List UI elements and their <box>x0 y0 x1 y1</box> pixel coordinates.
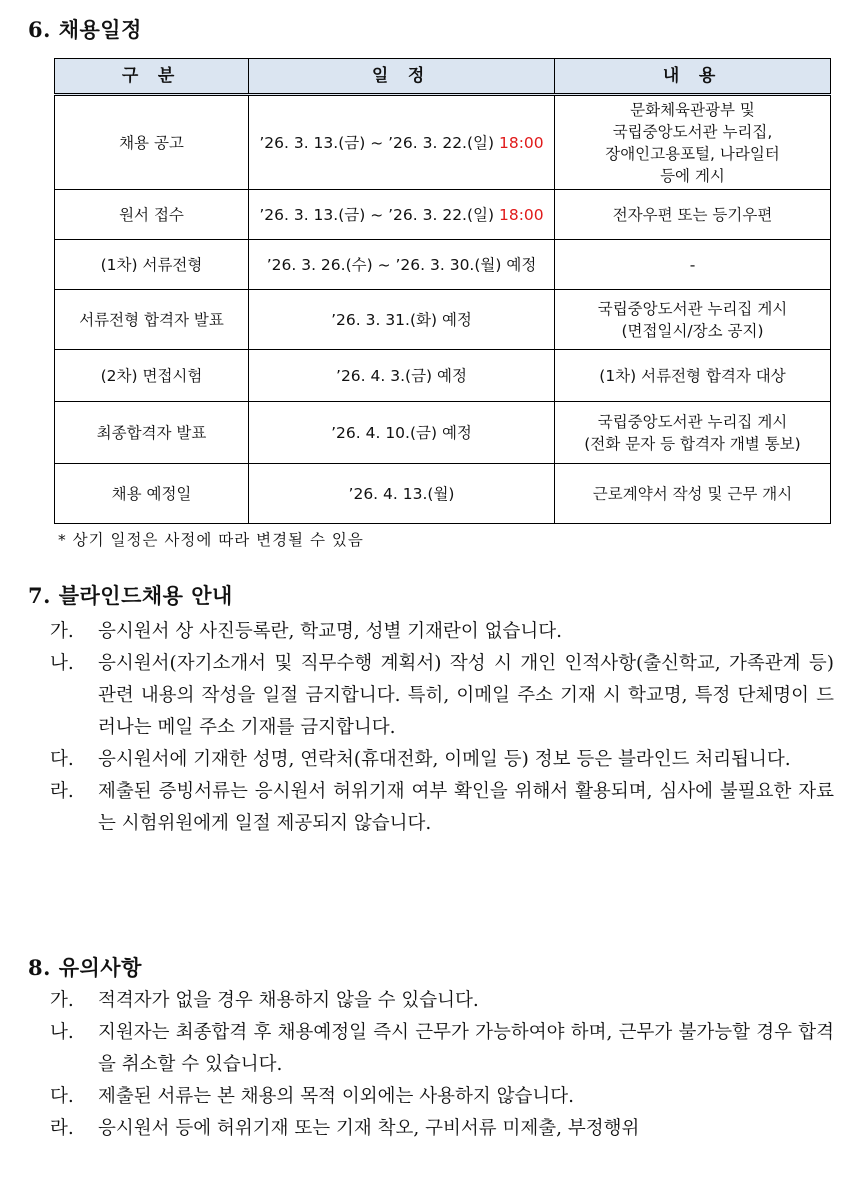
list-item <box>50 776 834 840</box>
cell-content <box>555 95 831 190</box>
content-line: 국립중앙도서관 누리집, <box>612 122 773 141</box>
cell-schedule <box>249 190 555 240</box>
schedule-note: * 상기 일정은 사정에 따라 변경될 수 있음 <box>58 531 364 549</box>
schedule-text: ’26. 3. 13.(금) ~ ’26. 3. 22.(일) <box>259 205 499 224</box>
content-line: 국립중앙도서관 누리집 게시 <box>597 412 788 431</box>
header-schedule: 일 정 <box>249 59 555 95</box>
content-line: 국립중앙도서관 누리집 게시 <box>597 299 788 318</box>
cell-content <box>555 240 831 290</box>
schedule-deadline-time: 18:00 <box>498 205 544 224</box>
list-item-text: 응시원서 상 사진등록란, 학교명, 성별 기재란이 없습니다. <box>98 621 562 642</box>
table-row <box>55 95 831 190</box>
list-item <box>50 1017 834 1081</box>
cell-schedule <box>249 464 555 524</box>
schedule-text: ’26. 3. 31.(화) 예정 <box>331 310 472 329</box>
cell-schedule <box>249 290 555 350</box>
cell-content <box>555 402 831 464</box>
list-item-text: 제출된 서류는 본 채용의 목적 이외에는 사용하지 않습니다. <box>98 1086 574 1107</box>
cell-schedule <box>249 240 555 290</box>
list-item <box>50 616 834 648</box>
table-row <box>55 350 831 402</box>
cell-content <box>555 350 831 402</box>
cell-content <box>555 190 831 240</box>
cell-schedule <box>249 402 555 464</box>
cell-category: 채용 예정일 <box>55 464 249 524</box>
header-content: 내 용 <box>555 59 831 95</box>
content-line: (전화 문자 등 합격자 개별 통보) <box>584 434 801 453</box>
schedule-table <box>54 58 831 524</box>
list-item-marker: 다. <box>50 749 74 770</box>
table-row <box>55 402 831 464</box>
content-line: 등에 게시 <box>660 166 725 185</box>
cell-category: (1차) 서류전형 <box>55 240 249 290</box>
list-item <box>50 648 834 744</box>
schedule-text: ’26. 4. 13.(월) <box>348 484 455 503</box>
table-row <box>55 464 831 524</box>
list-item-marker: 나. <box>50 653 74 674</box>
list-item-text: 지원자는 최종합격 후 채용예정일 즉시 근무가 가능하여야 하며, 근무가 불가능할 경우 합격을 취소할 수 있습니다. <box>98 1022 834 1075</box>
cell-category: (2차) 면접시험 <box>55 350 249 402</box>
list-item-marker: 다. <box>50 1086 74 1107</box>
content-line: 장애인고용포털, 나라일터 <box>605 144 780 163</box>
content-line: - <box>689 255 696 274</box>
schedule-text: ’26. 4. 3.(금) 예정 <box>336 366 467 385</box>
section-8-title: 8. 유의사항 <box>28 955 142 980</box>
cell-category: 서류전형 합격자 발표 <box>55 290 249 350</box>
cell-schedule <box>249 350 555 402</box>
list-item-text: 적격자가 없을 경우 채용하지 않을 수 있습니다. <box>98 990 479 1011</box>
section-7-title: 7. 블라인드채용 안내 <box>28 583 233 608</box>
section-6-title: 6. 채용일정 <box>28 17 142 42</box>
content-line: 근로계약서 작성 및 근무 개시 <box>592 484 793 503</box>
section-7-list <box>50 616 834 840</box>
list-item <box>50 1081 834 1113</box>
content-line: 전자우편 또는 등기우편 <box>612 205 773 224</box>
list-item-marker: 가. <box>50 621 74 642</box>
content-line: 문화체육관광부 및 <box>630 100 755 119</box>
content-line: (1차) 서류전형 합격자 대상 <box>599 366 786 385</box>
header-category: 구 분 <box>55 59 249 95</box>
list-item-text: 응시원서(자기소개서 및 직무수행 계획서) 작성 시 개인 인적사항(출신학교, 가족관계 등) 관련 내용의 작성을 일절 금지합니다. 특히, 이메일 주소 기재 시 학교명, 특정 단체명이 드러나는 메일 주소 기재를 금지합니다. <box>98 653 834 738</box>
content-line: (면접일시/장소 공지) <box>621 321 764 340</box>
list-item-text: 응시원서에 기재한 성명, 연락처(휴대전화, 이메일 등) 정보 등은 블라인드 처리됩니다. <box>98 749 791 770</box>
list-item <box>50 985 834 1017</box>
cell-category: 최종합격자 발표 <box>55 402 249 464</box>
schedule-deadline-time: 18:00 <box>498 133 544 152</box>
table-row <box>55 290 831 350</box>
table-row <box>55 190 831 240</box>
section-8-list <box>50 985 834 1145</box>
list-item-text: 응시원서 등에 허위기재 또는 기재 착오, 구비서류 미제출, 부정행위 <box>98 1118 640 1139</box>
table-row <box>55 240 831 290</box>
cell-category: 원서 접수 <box>55 190 249 240</box>
list-item-text: 제출된 증빙서류는 응시원서 허위기재 여부 확인을 위해서 활용되며, 심사에 불필요한 자료는 시험위원에게 일절 제공되지 않습니다. <box>98 781 834 834</box>
schedule-text: ’26. 3. 26.(수) ~ ’26. 3. 30.(월) 예정 <box>266 255 537 274</box>
cell-content <box>555 464 831 524</box>
cell-content <box>555 290 831 350</box>
list-item-marker: 라. <box>50 1118 74 1139</box>
list-item <box>50 1113 834 1145</box>
schedule-text: ’26. 3. 13.(금) ~ ’26. 3. 22.(일) <box>259 133 499 152</box>
list-item-marker: 가. <box>50 990 74 1011</box>
cell-category: 채용 공고 <box>55 95 249 190</box>
schedule-table-header <box>55 59 831 95</box>
list-item-marker: 라. <box>50 781 74 802</box>
schedule-text: ’26. 4. 10.(금) 예정 <box>331 423 472 442</box>
list-item-marker: 나. <box>50 1022 74 1043</box>
list-item <box>50 744 834 776</box>
cell-schedule <box>249 95 555 190</box>
